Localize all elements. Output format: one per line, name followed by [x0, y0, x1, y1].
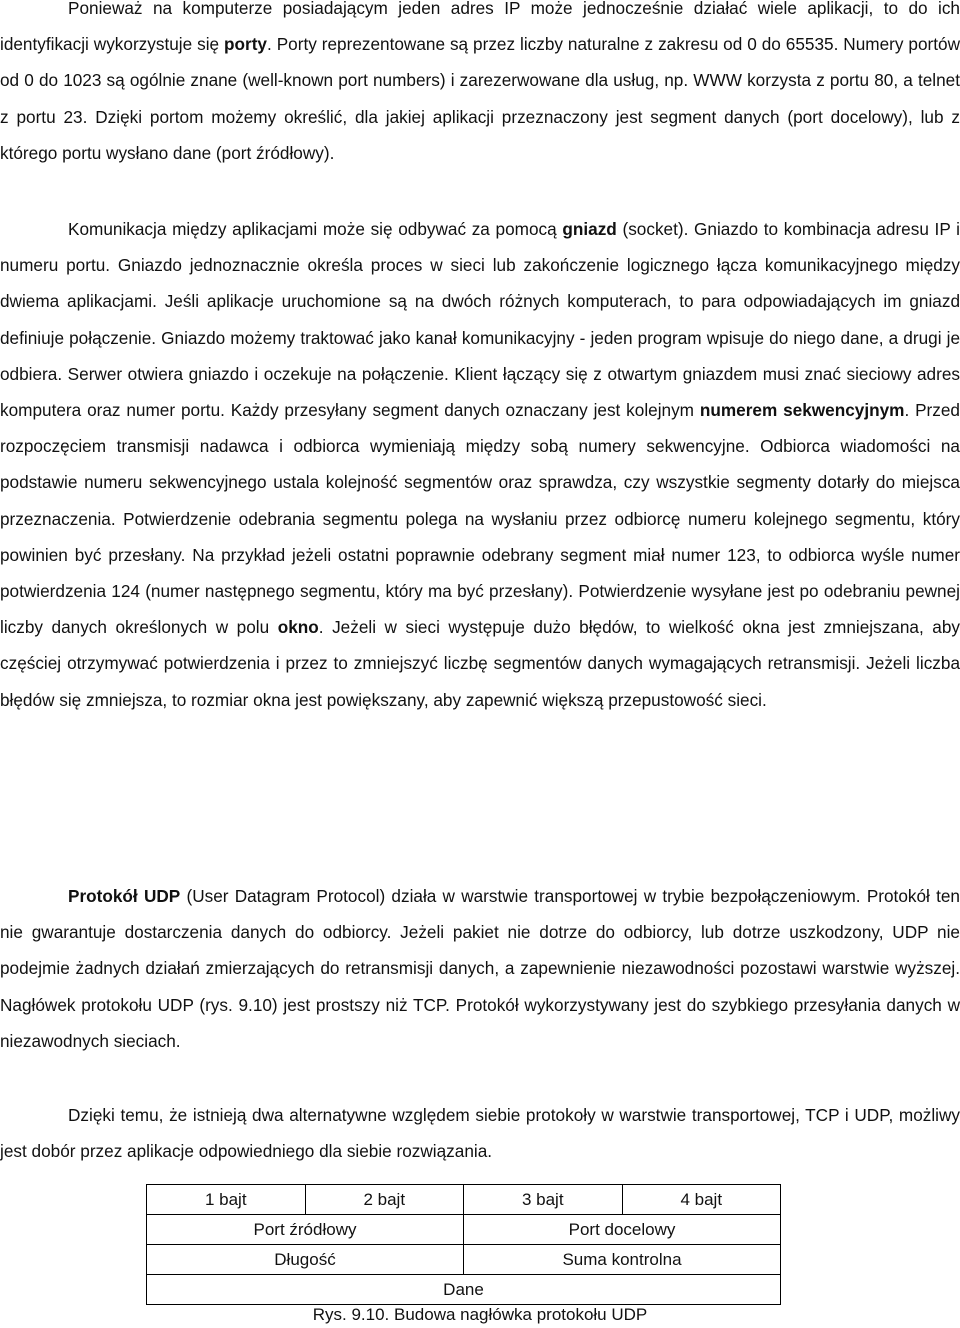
ports-row	[147, 1215, 781, 1245]
byte-label-3: 3 bajt	[464, 1185, 623, 1215]
source-port-field: Port źródłowy	[147, 1215, 464, 1245]
paragraph-ports	[0, 0, 960, 171]
udp-header-diagram	[146, 1184, 781, 1305]
paragraph-sockets	[0, 211, 960, 718]
byte-label-2: 2 bajt	[305, 1185, 464, 1215]
paragraph-text: . Jeżeli w sieci występuje dużo błędów, to wielkość okna jest zmniejszana, aby częściej otrzymywać potwierdzenia i przez to zmniejszyć liczbę segmentów danych wymagających retransmisji. Jeżeli liczba błędów się zmniejsza, to rozmiar okna jest powiększany, aby zapewnić większą przepustowość sieci.	[0, 617, 960, 710]
paragraph-text: Ponieważ na komputerze posiadającym jeden adres IP może jednocześnie działać wiele aplikacji, to do ich identyfikacji wykorzystuje się	[0, 0, 960, 55]
bold-term-okno: okno	[277, 617, 319, 638]
bold-term-protokol-udp: Protokół UDP	[68, 886, 181, 906]
byte-row	[147, 1185, 781, 1215]
data-field: Dane	[147, 1275, 781, 1305]
length-checksum-row	[147, 1245, 781, 1275]
paragraph-text: Dzięki temu, że istnieją dwa alternatywne względem siebie protokoły w warstwie transportowej, TCP i UDP, możliwy jest dobór przez aplikacje odpowiedniego dla siebie rozwiązania.	[0, 1105, 960, 1162]
figure-caption: Rys. 9.10. Budowa nagłówka protokołu UDP	[312, 1305, 648, 1324]
paragraph-text: . Przed rozpoczęciem transmisji nadawca i odbiorca wymieniają między sobą numery sekwencyjne. Odbiorca wiadomości na podstawie numeru sekwencyjnego ustala kolejność segmentów oraz sprawdza, czy wszystkie segmenty dotarły do miejsca przeznaczenia. Potwierdzenie odebrania segmentu polega na wysłaniu przez odbiorcę numeru kolejnego segmentu, który powinien być przesłany. Na przykład jeżeli ostatni poprawnie odebrany segment miał numer 123, to odbiorca wyśle numer potwierdzenia 124 (numer następnego segmentu, który ma być przesłany). Potwierdzenie wysyłane jest po odebraniu pewnej liczby danych określonych w polu	[0, 400, 960, 638]
bold-term-porty: porty	[224, 34, 267, 55]
paragraph-text: (User Datagram Protocol) działa w warstwie transportowej w trybie bezpołączeniowym. Protokół ten nie gwarantuje dostarczenia danych do odbiorcy. Jeżeli pakiet nie dotrze do odbiorcy, lub dotrze uszkodzony, UDP nie podejmie żadnych działań zmierzających do retransmisji danych, a zapewnienie niezawodności pozostawi warstwie wyższej. Nagłówek protokołu UDP (rys. 9.10) jest prostszy niż TCP. Protokół wykorzystywany jest do szybkiego przesyłania danych w niezawodnych sieciach.	[0, 886, 960, 1051]
paragraph-tcp-udp	[0, 1097, 960, 1169]
length-field: Długość	[147, 1245, 464, 1275]
bold-term-gniazd: gniazd	[562, 219, 617, 239]
section-heading	[0, 846, 960, 882]
checksum-field: Suma kontrolna	[464, 1245, 781, 1275]
paragraph-text: . Porty reprezentowane są przez liczby naturalne z zakresu od 0 do 65535. Numery portów od 0 do 1023 są ogólnie znane (well-known port numbers) i zarezerwowane dla usług, np. WWW korzysta z portu 80, a telnet z portu 23. Dzięki portom możemy określić, dla jakiej aplikacji przeznaczony jest segment danych (port docelowy), lub z którego portu wysłano dane (port źródłowy).	[0, 34, 960, 163]
data-row	[147, 1275, 781, 1305]
byte-label-4: 4 bajt	[622, 1185, 781, 1215]
byte-label-1: 1 bajt	[147, 1185, 306, 1215]
destination-port-field: Port docelowy	[464, 1215, 781, 1245]
bold-term-numer-sekwencyjny: numerem sekwencyjnym	[699, 400, 905, 421]
paragraph-udp	[0, 878, 960, 1059]
paragraph-text: (socket). Gniazdo to kombinacja adresu IP i numeru portu. Gniazdo jednoznacznie określa proces w sieci lub zakończenie logicznego łącza komunikacyjnego między dwiema aplikacjami. Jeśli aplikacje uruchomione są na dwóch różnych komputerach, to para odpowiadających im gniazd definiuje połączenie. Gniazdo możemy traktować jako kanał komunikacyjny - jeden program wpisuje do niego dane, a drugi je odbiera. Serwer otwiera gniazdo i oczekuje na połączenie. Klient łączący się z otwartym gniazdem musi znać sieciowy adres komputera oraz numer portu. Każdy przesyłany segment danych oznaczany jest kolejnym	[0, 219, 960, 421]
paragraph-text: Komunikacja między aplikacjami może się odbywać za pomocą	[68, 219, 563, 239]
